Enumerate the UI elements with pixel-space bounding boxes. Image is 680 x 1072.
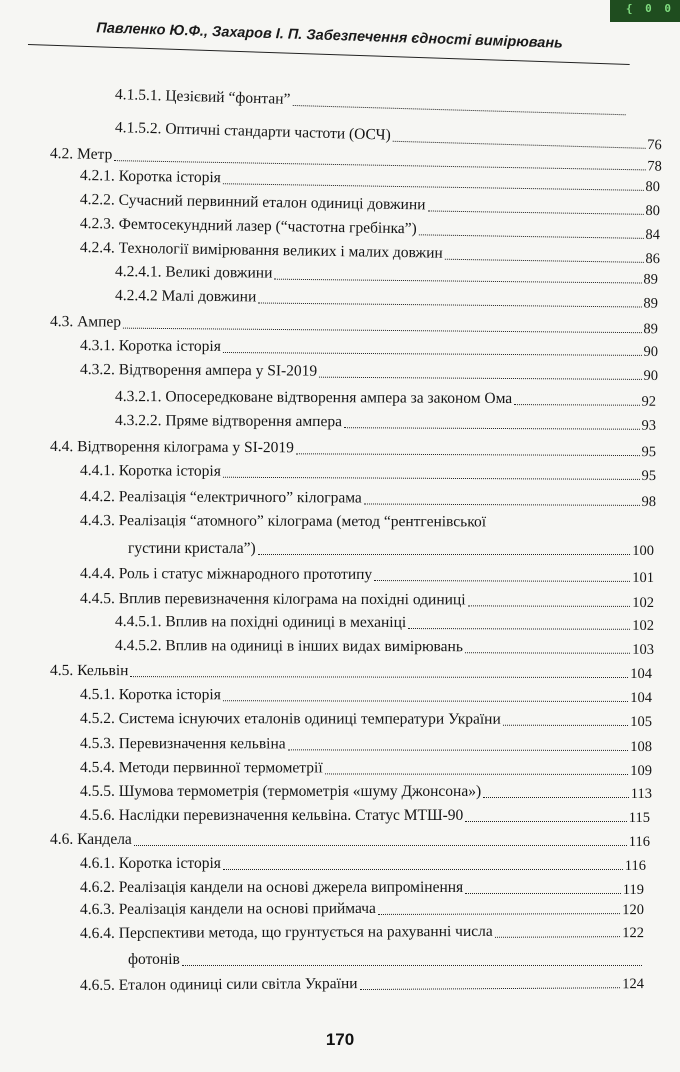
toc-entry-page: 80 (645, 178, 661, 196)
toc-entry-title: 4.3. Ампер (49, 313, 122, 331)
toc-entry-page: 95 (641, 444, 657, 461)
toc-entry-title: 4.5. Кельвін (49, 662, 129, 680)
toc-entry-title: 4.4.2. Реалізація “електричного” кілограма (79, 488, 362, 507)
dot-leader (360, 987, 621, 990)
toc-entry (80, 897, 644, 921)
dot-leader (182, 965, 642, 966)
toc-entry (80, 563, 654, 587)
toc-entry-page: 95 (641, 467, 657, 485)
toc-entry-title: 4.4.1. Коротка історія (79, 462, 221, 480)
toc-entry-page: 124 (622, 976, 645, 993)
toc-entry-page: 89 (643, 271, 659, 288)
dot-leader (374, 580, 630, 582)
toc-entry (115, 261, 658, 289)
toc-entry (80, 588, 654, 612)
dot-leader (465, 821, 627, 822)
dot-leader (445, 259, 644, 263)
toc-entry-title: 4.6.5. Еталон одиниці сили світла України (79, 975, 358, 994)
toc-entry-page: 102 (632, 594, 655, 612)
dot-leader (427, 210, 643, 214)
toc-entry (50, 829, 650, 851)
corner-text: { 0 0 (625, 2, 674, 15)
dot-leader (465, 652, 630, 654)
toc-entry (80, 460, 656, 485)
running-header: Павленко Ю.Ф., Захаров І. П. Забезпечення єдності вимірювань (96, 20, 563, 52)
toc-entry-title: 4.2.4.2 Малі довжини (114, 287, 257, 306)
dot-leader (288, 749, 629, 751)
dot-leader (223, 477, 640, 480)
toc-entry-page: 103 (632, 641, 655, 658)
dot-leader (503, 725, 628, 726)
dot-leader (223, 869, 623, 870)
toc-entry (80, 920, 644, 945)
toc-entry-page: 98 (641, 493, 657, 511)
dot-leader (483, 797, 629, 798)
dot-leader (495, 936, 621, 938)
dot-leader (223, 352, 642, 356)
toc-entry-title: 4.6.3. Реалізація кандели на основі приймача (79, 899, 376, 918)
toc-entry-page: 89 (643, 321, 659, 338)
toc-entry-page: 78 (647, 158, 663, 175)
toc-entry-page: 100 (632, 543, 654, 559)
toc-entry-title: 4.4. Відтворення кілограма у SI-2019 (49, 438, 294, 457)
toc-entry-continuation-text: густини кристала”) (128, 540, 256, 557)
toc-entry-page: 109 (630, 762, 653, 779)
toc-entry-page: 116 (624, 858, 646, 874)
toc-entry (80, 510, 486, 533)
toc-entry (50, 311, 658, 338)
dot-leader (393, 141, 646, 149)
toc-entry-title: 4.2.1. Коротка історія (79, 167, 222, 187)
toc-entry-title: 4.5.2. Система існуючих еталонів одиниці температури України (79, 710, 501, 728)
toc-entry-page: 86 (645, 250, 661, 268)
toc-entry-page: 105 (630, 713, 653, 730)
toc-entry-title: 4.6.1. Коротка історія (80, 855, 221, 872)
dot-leader (364, 503, 640, 505)
toc-entry (50, 660, 652, 683)
dot-leader (419, 234, 644, 239)
dot-leader (378, 913, 620, 915)
toc-entry-page: 122 (622, 925, 645, 942)
toc-entry-title: 4.2.3. Фемтосекундний лазер (“частотна гребінка”) (79, 215, 417, 238)
toc-entry-page: 113 (630, 786, 652, 802)
toc-entry (115, 410, 656, 435)
dot-leader (296, 453, 640, 456)
dot-leader (130, 676, 628, 678)
toc-entry (80, 708, 652, 731)
toc-entry (80, 877, 644, 899)
toc-entry (80, 684, 652, 707)
dot-leader (274, 279, 641, 284)
toc-entry (115, 386, 656, 411)
toc-entry-page: 104 (630, 689, 653, 706)
toc-entry-title: 4.4.5.1. Вплив на похідні одиниці в механіці (114, 613, 407, 632)
toc-entry-page: 104 (630, 666, 653, 683)
dot-leader (258, 554, 631, 555)
toc-entry-page: 92 (641, 393, 657, 410)
toc-entry-page: 89 (643, 295, 659, 312)
toc-entry-title: 4.4.5.2. Вплив на одиниці в інших видах вимірювань (114, 637, 463, 656)
toc-entry-page: 84 (645, 226, 661, 244)
toc-entry-title: 4.4.5. Вплив перевизначення кілограма на похідні одиниці (79, 590, 466, 609)
dot-leader (134, 845, 627, 846)
toc-entry-title: 4.5.4. Методи первинної термометрії (79, 759, 323, 777)
toc-entry (80, 486, 656, 511)
toc-entry-page: 116 (628, 834, 650, 850)
toc-entry-title: 4.3.2.2. Пряме відтворення ампера (114, 412, 343, 431)
toc-entry-title: 4.4.4. Роль і статус міжнародного прототипу (79, 565, 373, 584)
toc-entry-title: 4.3.1. Коротка історія (79, 337, 221, 355)
toc-entry-page: 90 (643, 367, 659, 385)
toc-entry-title: 4.5.5. Шумова термометрія (термометрія «шуму Джонсона») (80, 783, 482, 800)
toc-entry-title: 4.2.2. Сучасний первинний еталон одиниці довжини (79, 191, 426, 214)
toc-entry-page: 101 (632, 569, 655, 587)
toc-entry-page: 120 (622, 902, 645, 919)
toc-entry-title: 4.1.5.2. Оптичні стандарти частоти (ОСЧ) (114, 119, 391, 144)
toc-entry (80, 805, 650, 827)
toc-entry-page: 119 (622, 882, 644, 898)
dot-leader (514, 404, 639, 406)
dot-leader (223, 700, 628, 702)
toc-entry (115, 611, 654, 635)
toc-entry-continuation (128, 949, 644, 971)
toc-entry-title: 4.3.2.1. Опосередковане відтворення ампера за законом Ома (114, 388, 513, 408)
toc-entry-page: 108 (630, 738, 653, 755)
toc-entry-title: 4.3.2. Відтворення ампера у SI-2019 (79, 361, 318, 380)
toc-entry (80, 781, 652, 803)
toc-entry-title: 4.6. Кандела (50, 831, 132, 848)
dot-leader (465, 893, 621, 894)
dot-leader (292, 105, 625, 115)
toc-entry-title: 4.6.4. Перспективи метода, що грунтується на рахуванні числа (79, 922, 493, 942)
dot-leader (344, 427, 640, 430)
page-number: 170 (325, 1030, 355, 1049)
toc-entry-title: 4.2.4. Технології вимірювання великих і малих довжин (79, 239, 443, 262)
toc-entry (80, 971, 644, 997)
toc-entry-page: 80 (645, 202, 661, 220)
toc-entry (115, 635, 654, 659)
toc-entry (115, 84, 628, 120)
toc-entry-continuation-text: фотонів (128, 951, 180, 968)
toc-entry-title: 4.4.3. Реалізація “атомного” кілограма (метод “рентгенівської (79, 512, 487, 531)
toc-entry (115, 285, 658, 313)
toc-entry (50, 436, 656, 461)
toc-entry-continuation (128, 538, 654, 560)
toc-entry (80, 335, 658, 361)
toc-entry-title: 4.5.3. Перевизначення кельвіна (79, 735, 286, 753)
toc-entry (80, 733, 652, 756)
dot-leader (223, 183, 644, 191)
toc-entry-title: 4.6.2. Реалізація кандели на основі джерела випромінення (80, 879, 464, 896)
toc-entry-page: 90 (643, 343, 659, 361)
dot-leader (258, 303, 641, 308)
toc-entry-page: 93 (641, 417, 657, 434)
toc-entry-page: 115 (628, 810, 650, 826)
dot-leader (408, 628, 630, 630)
toc-entry-title: 4.5.6. Наслідки перевизначення кельвіна. Статус МТШ-90 (80, 807, 464, 824)
toc-entry-title: 4.5.1. Коротка історія (79, 686, 221, 704)
toc-entry-title: 4.2.4.1. Великі довжини (114, 263, 273, 282)
toc-entry (80, 359, 658, 385)
toc-entry-title: 4.1.5.1. Цезієвий “фонтан” (114, 86, 291, 108)
dot-leader (319, 377, 641, 380)
toc-entry (80, 757, 652, 780)
toc-entry-page: 102 (632, 617, 655, 634)
toc-entry (80, 853, 646, 875)
dot-leader (123, 328, 641, 334)
dot-leader (468, 605, 631, 607)
dot-leader (325, 773, 629, 775)
toc-entry-title: 4.2. Метр (49, 145, 113, 164)
toc-entry-page: 76 (647, 136, 662, 154)
